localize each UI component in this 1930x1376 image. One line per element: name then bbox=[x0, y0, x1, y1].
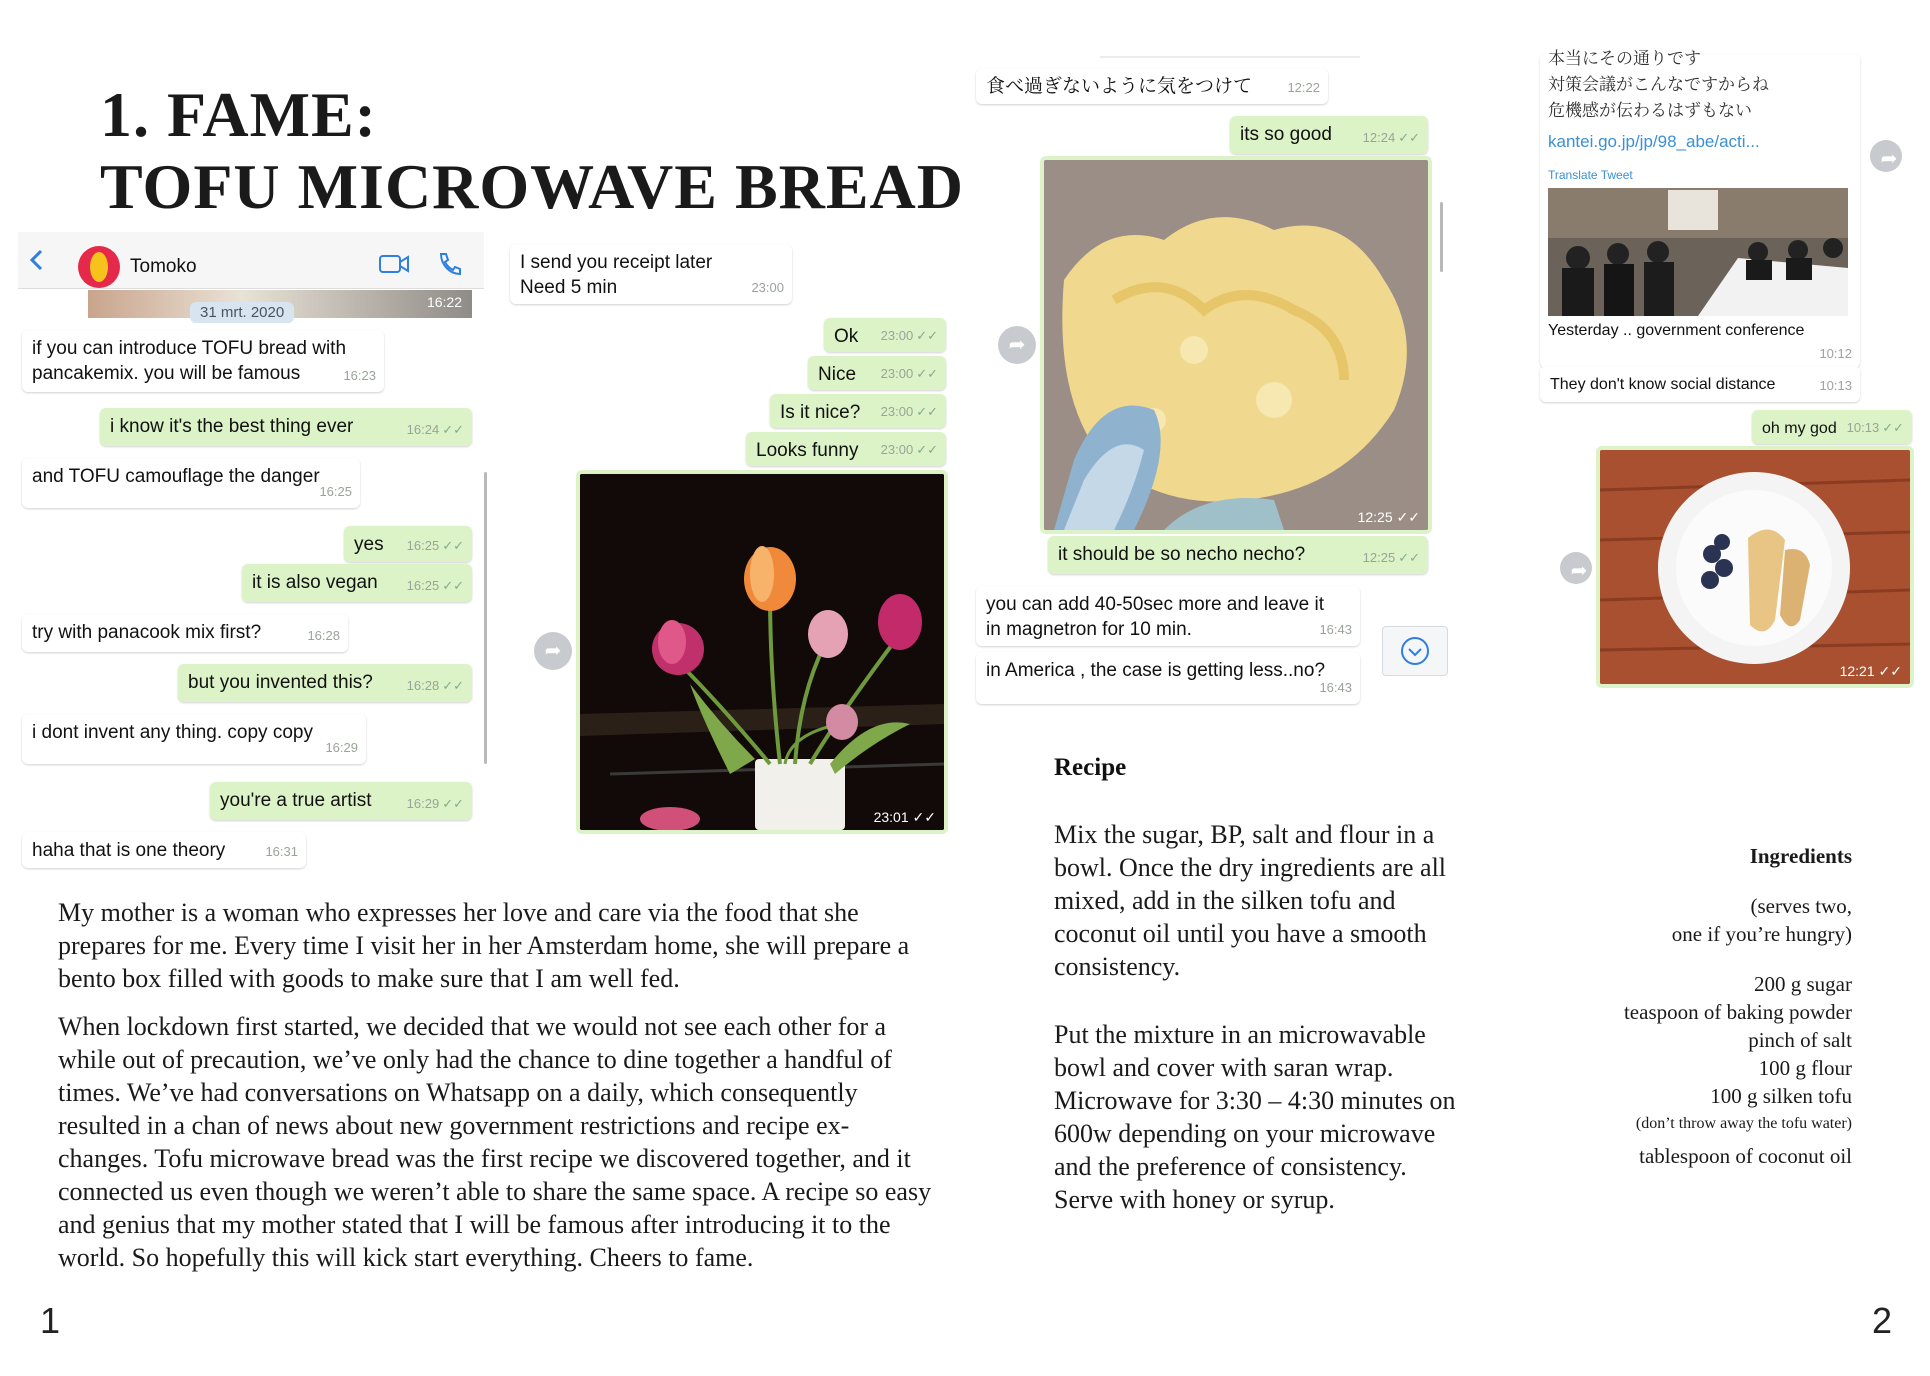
chat1-message-in[interactable] bbox=[22, 832, 306, 868]
message-text: i know it's the best thing ever bbox=[110, 416, 354, 437]
read-ticks-icon: ✓✓ bbox=[916, 442, 938, 457]
chat1-scrollbar[interactable] bbox=[484, 472, 487, 764]
message-text: if you can introduce TOFU bread with pancakemix. you will be famous bbox=[32, 338, 347, 384]
intro-paragraph: My mother is a woman who expresses her love and care via the food that she prepares for me. Every time I visit her in her Amsterdam home, she will prepare a bento box filled with goods to make sure that I am well fed. bbox=[58, 898, 910, 993]
tweet-line: 本当にその通りです bbox=[1548, 49, 1701, 68]
message-text: try with panacook mix first? bbox=[32, 622, 262, 643]
chat2-message-out[interactable] bbox=[746, 432, 946, 466]
message-text: you're a true artist bbox=[220, 790, 372, 811]
message-time: 16:28 bbox=[307, 628, 340, 643]
recipe-step-1: Mix the sugar, BP, salt and flour in a bowl. Once the dry ingredients are all mixed, add in the silken tofu and coconut oil until you have a smooth consistency. bbox=[1054, 820, 1447, 981]
title-line-1: 1. FAME: bbox=[100, 79, 377, 150]
message-time: 16:25 bbox=[319, 484, 352, 499]
photo-time: 12:21 ✓✓ bbox=[1839, 663, 1902, 679]
serves-line: one if you’re hungry) bbox=[1671, 922, 1852, 946]
chat4-message-out[interactable] bbox=[1752, 410, 1912, 444]
ingredient-item: pinch of salt bbox=[1748, 1028, 1852, 1052]
ingredients-block bbox=[1560, 842, 1852, 1170]
message-text: 食べ過ぎないように気をつけて bbox=[986, 76, 1253, 97]
image-time: 16:22 bbox=[426, 294, 462, 310]
message-text: oh my god bbox=[1762, 420, 1837, 437]
chat3-message-in[interactable] bbox=[976, 652, 1360, 704]
read-ticks-icon: ✓✓ bbox=[442, 796, 464, 811]
read-ticks-icon: ✓✓ bbox=[442, 538, 464, 553]
message-time: 16:31 bbox=[265, 844, 298, 859]
message-text: its so good bbox=[1240, 124, 1332, 145]
title-line-2: TOFU MICROWAVE BREAD bbox=[100, 151, 964, 222]
chat1-message-out[interactable] bbox=[344, 526, 472, 562]
message-text: Is it nice? bbox=[780, 402, 861, 423]
forward-icon[interactable] bbox=[534, 632, 572, 670]
message-time: 12:25 bbox=[1362, 550, 1396, 565]
bread-photo[interactable] bbox=[1040, 156, 1432, 534]
chat3-message-in[interactable] bbox=[976, 586, 1360, 646]
chat2-message-out[interactable] bbox=[770, 394, 946, 428]
message-text: Looks funny bbox=[756, 440, 859, 461]
contact-name[interactable]: Tomoko bbox=[130, 256, 197, 277]
tweet-card[interactable] bbox=[1540, 49, 1860, 368]
chat1-message-in[interactable] bbox=[22, 614, 348, 652]
message-time: 23:00 bbox=[880, 404, 914, 419]
chat3-message-in[interactable] bbox=[976, 68, 1328, 104]
message-time: 16:28 bbox=[406, 678, 440, 693]
tweet-line: 危機感が伝わるはずもない bbox=[1548, 101, 1752, 120]
tweet-line: 対策会議がこんなですからね bbox=[1548, 75, 1769, 94]
tulips-illustration bbox=[580, 474, 944, 830]
photo-time: 23:01 ✓✓ bbox=[873, 809, 936, 825]
conference-illustration bbox=[1548, 188, 1848, 316]
message-text: but you invented this? bbox=[188, 672, 373, 693]
tulips-photo[interactable] bbox=[576, 470, 948, 834]
chat1-message-in[interactable] bbox=[22, 714, 366, 764]
ingredient-item: tablespoon of coconut oil bbox=[1639, 1144, 1852, 1168]
message-text: i dont invent any thing. copy copy bbox=[32, 722, 313, 743]
ingredient-item: teaspoon of baking powder bbox=[1623, 1000, 1852, 1024]
message-text: it is also vegan bbox=[252, 572, 378, 593]
translate-tweet-link[interactable]: Translate Tweet bbox=[1548, 168, 1633, 182]
message-time: 12:22 bbox=[1287, 80, 1320, 95]
chat-header bbox=[18, 232, 484, 289]
video-call-icon[interactable] bbox=[378, 252, 410, 276]
read-ticks-icon: ✓✓ bbox=[916, 328, 938, 343]
avatar[interactable] bbox=[78, 246, 120, 288]
scroll-down-button[interactable] bbox=[1382, 626, 1448, 676]
read-ticks-icon: ✓✓ bbox=[442, 578, 464, 593]
message-time: 10:13 bbox=[1846, 420, 1880, 435]
tweet-link[interactable]: kantei.go.jp/jp/98_abe/acti... bbox=[1548, 132, 1760, 151]
message-text: Ok bbox=[834, 326, 859, 347]
recipe-heading: Recipe bbox=[1054, 754, 1127, 781]
chat2-message-out[interactable] bbox=[808, 356, 946, 390]
message-text: in America , the case is getting less..no? bbox=[986, 660, 1326, 681]
divider bbox=[1100, 56, 1360, 58]
message-text: They don't know social distance bbox=[1550, 376, 1776, 393]
message-text: and TOFU camouflage the danger bbox=[32, 466, 320, 487]
story-paragraph: When lockdown first started, we decided that we would not see each other for a while out of precaution, we’ve only had the chance to dine together a handful of times. We’ve had conversations on Whatsapp on a daily, which consequently resulted in a chan of news about new government restrictions and recipe ex-changes. Tofu microwave bread was the first recipe we discovered together, and it connected us even though we weren’t able to share the same space. A recipe so easy and genius that my mother stated that I will be famous after introducing it to the world. So hopefully this will kick start everything. Cheers to fame. bbox=[58, 1012, 932, 1272]
message-text: haha that is one theory bbox=[32, 840, 226, 861]
ingredient-item: 100 g silken tofu bbox=[1710, 1084, 1852, 1108]
message-time: 10:13 bbox=[1819, 378, 1852, 393]
read-ticks-icon: ✓✓ bbox=[442, 422, 464, 437]
ingredient-note: (don’t throw away the tofu water) bbox=[1635, 1115, 1852, 1132]
message-time: 23:00 bbox=[880, 328, 914, 343]
chat1-message-out[interactable] bbox=[242, 564, 472, 602]
page-number-right: 2 bbox=[1872, 1300, 1893, 1341]
serves-line: (serves two, bbox=[1750, 894, 1852, 918]
forward-icon[interactable] bbox=[998, 326, 1036, 364]
read-ticks-icon: ✓✓ bbox=[442, 678, 464, 693]
chat1-message-in[interactable] bbox=[22, 330, 384, 392]
chevron-down-icon bbox=[1383, 627, 1447, 675]
message-time: 16:29 bbox=[406, 796, 440, 811]
chat1-message-out[interactable] bbox=[178, 664, 472, 702]
message-time: 16:25 bbox=[406, 578, 440, 593]
forward-icon[interactable] bbox=[1870, 140, 1902, 172]
message-text: it should be so necho necho? bbox=[1058, 544, 1306, 565]
message-time: 16:43 bbox=[1319, 680, 1352, 695]
back-icon[interactable] bbox=[24, 246, 50, 274]
chat3-message-out[interactable] bbox=[1048, 536, 1428, 574]
message-time: 23:00 bbox=[880, 442, 914, 457]
message-time: 12:24 bbox=[1362, 130, 1396, 145]
ingredient-item: 100 g flour bbox=[1758, 1056, 1852, 1080]
chat1-message-out[interactable] bbox=[210, 782, 472, 820]
conference-photo[interactable] bbox=[1548, 188, 1848, 316]
message-time: 23:00 bbox=[751, 280, 784, 295]
ingredient-item: 200 g sugar bbox=[1754, 972, 1852, 996]
chat2-message-in[interactable] bbox=[510, 244, 792, 304]
message-text: Nice bbox=[818, 364, 857, 385]
date-separator: 31 mrt. 2020 bbox=[190, 302, 294, 323]
read-ticks-icon: ✓✓ bbox=[916, 404, 938, 419]
forward-icon[interactable] bbox=[1560, 552, 1592, 584]
read-ticks-icon: ✓✓ bbox=[1398, 130, 1420, 145]
tweet-text-lines bbox=[1548, 72, 1769, 124]
plate-illustration bbox=[1600, 450, 1910, 684]
message-text: I send you receipt later Need 5 min bbox=[520, 252, 713, 298]
ingredients-heading: Ingredients bbox=[1749, 844, 1852, 868]
message-time: 16:24 bbox=[406, 422, 440, 437]
photo-caption: Yesterday .. government conference bbox=[1548, 322, 1805, 339]
message-time: 16:25 bbox=[406, 538, 440, 553]
phone-call-icon[interactable] bbox=[436, 250, 462, 278]
chat3-scrollbar[interactable] bbox=[1440, 202, 1443, 272]
message-time: 23:00 bbox=[880, 366, 914, 381]
message-text: you can add 40-50sec more and leave it in magnetron for 10 min. bbox=[986, 594, 1324, 640]
read-ticks-icon: ✓✓ bbox=[916, 366, 938, 381]
read-ticks-icon: ✓✓ bbox=[1398, 550, 1420, 565]
photo-time: 12:25 ✓✓ bbox=[1357, 509, 1420, 525]
chat4-message-in[interactable] bbox=[1540, 366, 1860, 402]
message-time: 16:29 bbox=[325, 740, 358, 755]
plate-photo[interactable] bbox=[1596, 446, 1914, 688]
message-time: 16:43 bbox=[1319, 622, 1352, 637]
read-ticks-icon: ✓✓ bbox=[1882, 420, 1904, 435]
caption-time: 10:12 bbox=[1819, 346, 1852, 361]
chat2-message-out[interactable] bbox=[824, 318, 946, 352]
bread-illustration bbox=[1044, 160, 1428, 530]
page-number-left: 1 bbox=[40, 1300, 61, 1341]
chat1-message-out[interactable] bbox=[100, 408, 472, 446]
chat1-message-in[interactable] bbox=[22, 458, 360, 508]
recipe-step-2: Put the mixture in an microwavable bowl and cover with saran wrap. Microwave for 3:30 – 4:30 minutes on 600w depending on your microwave and the preference of consistency. Serve with honey or syrup. bbox=[1054, 1020, 1456, 1214]
message-text: yes bbox=[354, 534, 384, 555]
chat3-message-out[interactable] bbox=[1230, 116, 1428, 154]
message-time: 16:23 bbox=[343, 368, 376, 383]
